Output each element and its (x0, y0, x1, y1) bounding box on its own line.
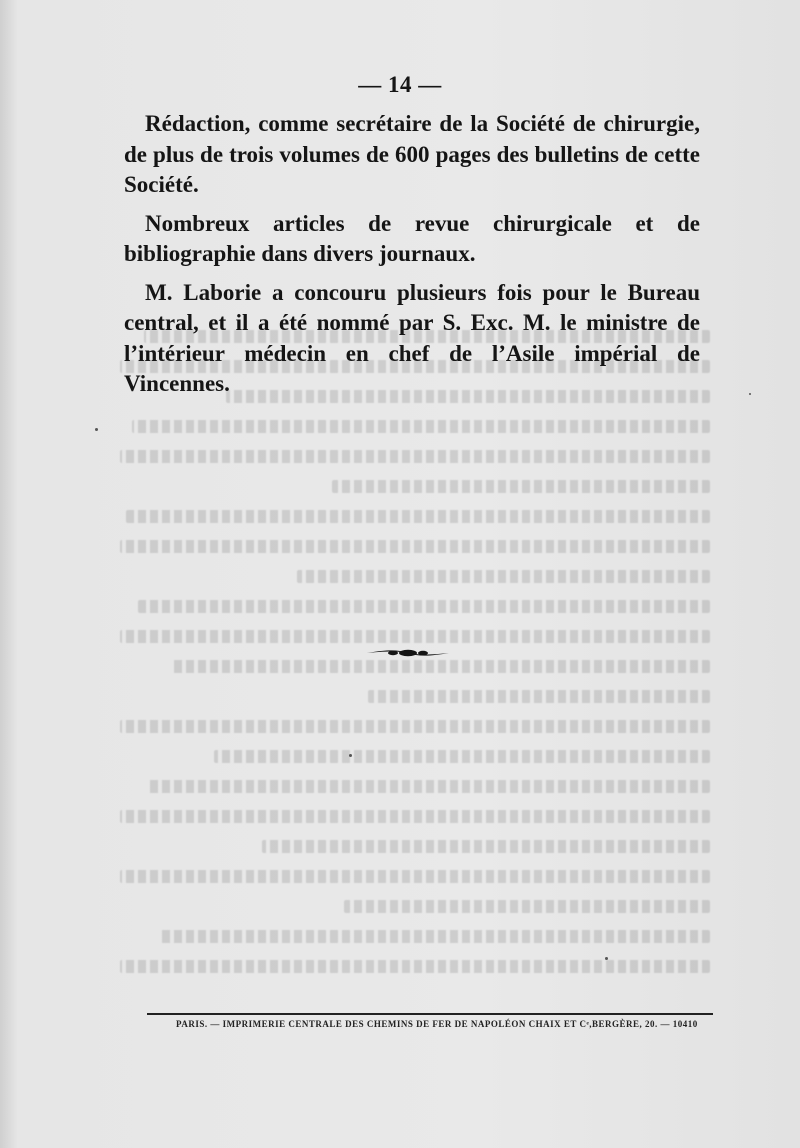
paragraph: Nombreux articles de revue chirurgicale et de bibliographie dans divers journaux. (124, 210, 700, 266)
paragraph: M. Laborie a concouru plusieurs fois pour le Bureau central, et il a été nommé par S. Exc. M. le ministre de l’intérieur médecin en chef de l’Asile impérial de Vincennes. (124, 279, 700, 396)
footer-rule (147, 1013, 713, 1015)
body-text (124, 109, 700, 408)
printer-address: BERGÈRE, 20. — 10410 (592, 1019, 698, 1029)
ornament-divider (367, 647, 449, 659)
paper-speck (349, 754, 352, 757)
page-number: — 14 — (358, 72, 442, 97)
printer-footer (176, 1019, 698, 1029)
paper-speck (95, 428, 98, 431)
paper-speck (605, 957, 608, 960)
bleed-through-text (120, 330, 710, 1020)
paper-speck (749, 393, 751, 395)
paragraph: Rédaction, comme secrétaire de la Société de chirurgie, de plus de trois volumes de 600 pages des bulletins de cette Société. (124, 111, 700, 197)
printer-name: PARIS. — IMPRIMERIE CENTRALE DES CHEMINS DE FER DE NAPOLÉON CHAIX ET Cᵉ, (176, 1019, 593, 1029)
